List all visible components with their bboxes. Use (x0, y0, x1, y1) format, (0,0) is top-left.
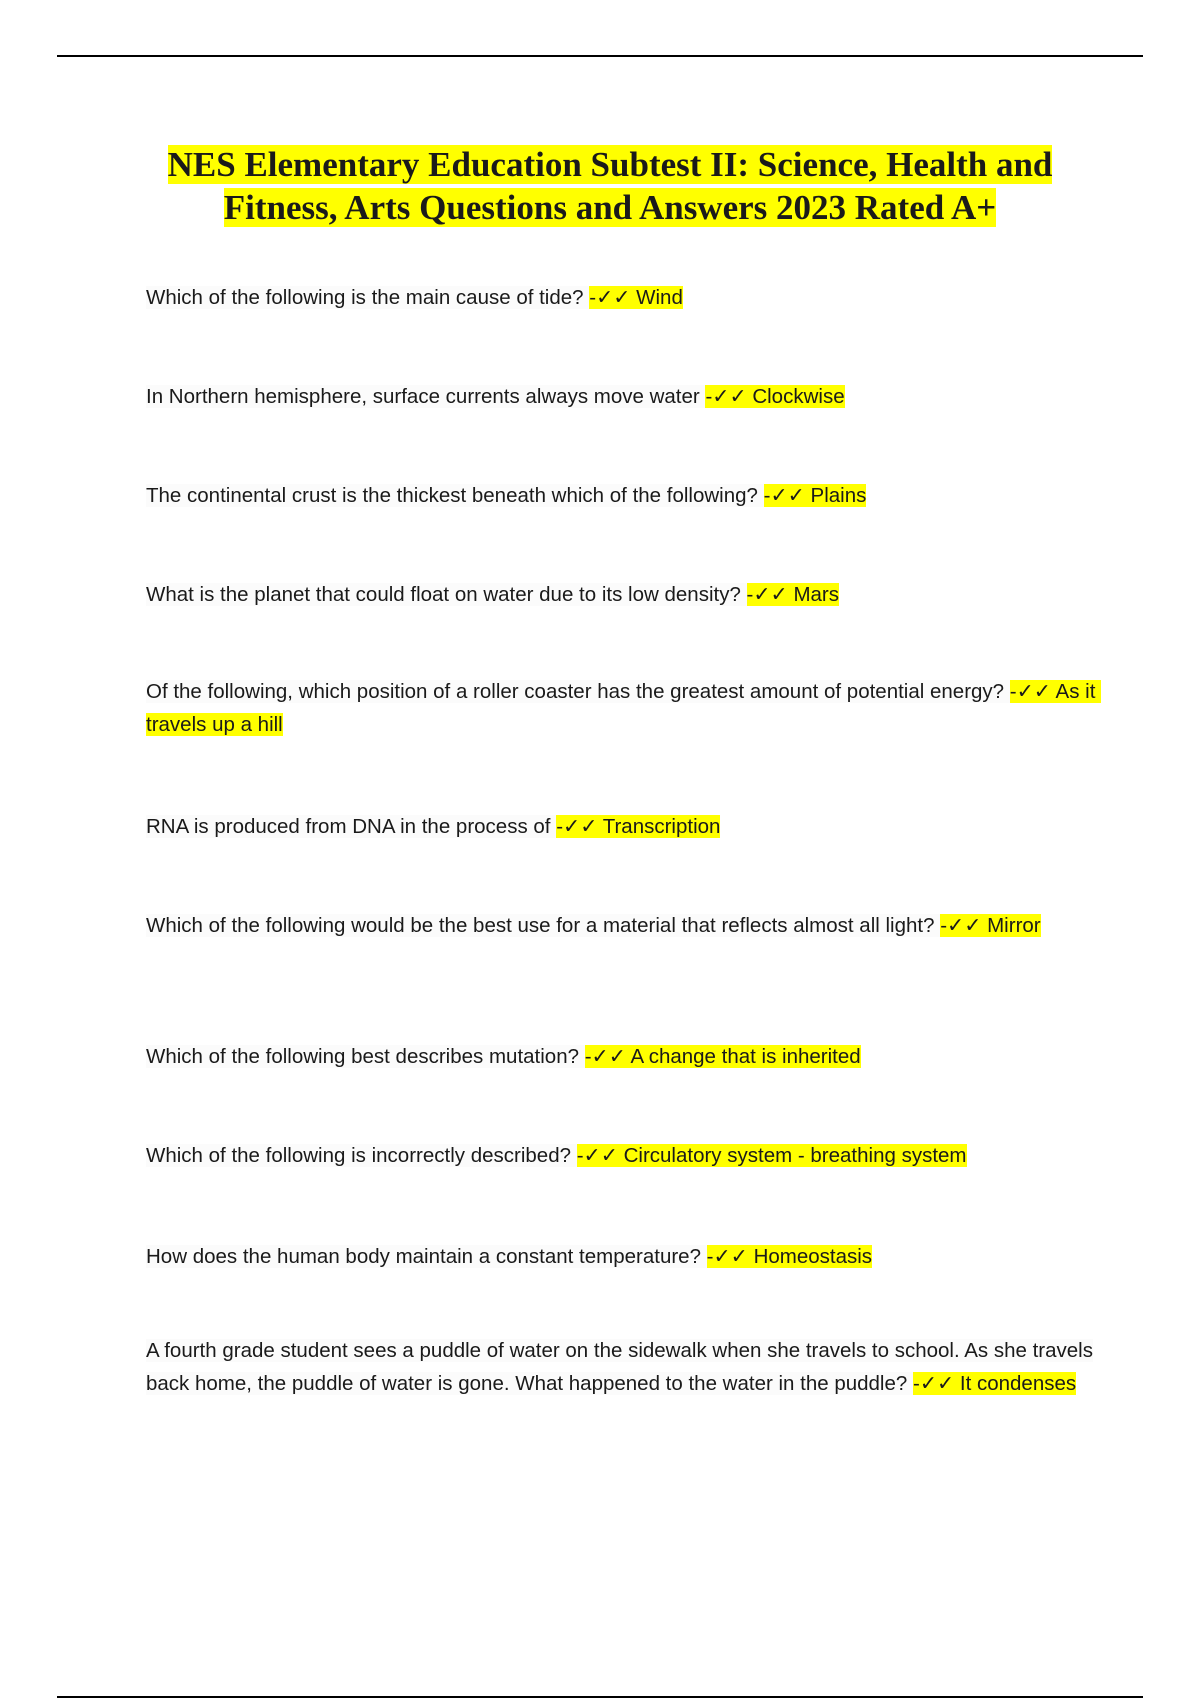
qa-item (146, 578, 1096, 611)
answer-text: Homeostasis (753, 1245, 873, 1268)
answer-text: A change that is inherited (630, 1045, 861, 1068)
question-text: Which of the following is the main cause of tide? (146, 286, 590, 309)
answer-text: Mars (793, 583, 839, 606)
answer-check-icon: -✓✓ (584, 1045, 631, 1068)
answer-text: As it travels up a hill (146, 680, 1102, 736)
answer-text: Clockwise (752, 385, 845, 408)
question-text: In Northern hemisphere, surface currents always move water (146, 385, 706, 408)
question-text: Which of the following is incorrectly described? (146, 1144, 577, 1167)
question-text: RNA is produced from DNA in the process of (146, 815, 557, 838)
document-title (130, 143, 1090, 229)
qa-item (146, 810, 1096, 843)
answer-text: Transcription (602, 815, 721, 838)
qa-item (146, 380, 1096, 413)
answer-check-icon: -✓✓ (705, 385, 753, 408)
document-title-text: NES Elementary Education Subtest II: Science, Health and Fitness, Arts Questions and Answers 2023 Rated A+ (167, 145, 1053, 227)
qa-item (146, 1334, 1096, 1400)
qa-item (146, 1240, 1096, 1273)
answer-text: It condenses (959, 1372, 1077, 1395)
answer-check-icon: -✓✓ (940, 914, 988, 937)
answer-check-icon: -✓✓ (763, 484, 811, 507)
answer-check-icon: -✓✓ (589, 286, 637, 309)
question-text: Of the following, which position of a roller coaster has the greatest amount of potential energy? (146, 680, 1010, 703)
answer-check-icon: -✓✓ (576, 1144, 624, 1167)
answer-check-icon: -✓✓ (556, 815, 603, 838)
answer-check-icon: -✓✓ (913, 1372, 960, 1395)
question-text: What is the planet that could float on water due to its low density? (146, 583, 747, 606)
question-text: A fourth grade student sees a puddle of water on the sidewalk when she travels to school. As she travels back home, the puddle of water is gone. What happened to the water in the puddle? (146, 1339, 1093, 1395)
top-rule (57, 55, 1143, 57)
answer-text: Wind (636, 286, 683, 309)
qa-item (146, 1139, 1096, 1172)
answer-text: Plains (810, 484, 867, 507)
question-text: How does the human body maintain a constant temperature? (146, 1245, 707, 1268)
answer-check-icon: -✓✓ (706, 1245, 754, 1268)
question-text: The continental crust is the thickest beneath which of the following? (146, 484, 764, 507)
qa-item (146, 909, 1096, 942)
answer-text: Mirror (987, 914, 1041, 937)
qa-item (146, 281, 1096, 314)
question-text: Which of the following best describes mutation? (146, 1045, 585, 1068)
answer-text: Circulatory system - breathing system (623, 1144, 967, 1167)
question-text: Which of the following would be the best use for a material that reflects almost all light? (146, 914, 941, 937)
qa-item (146, 1040, 1096, 1073)
answer-check-icon: -✓✓ (746, 583, 794, 606)
answer-check-icon: -✓✓ (1009, 680, 1056, 703)
qa-item (146, 479, 1096, 512)
qa-item (146, 675, 1102, 741)
bottom-rule (57, 1696, 1143, 1698)
